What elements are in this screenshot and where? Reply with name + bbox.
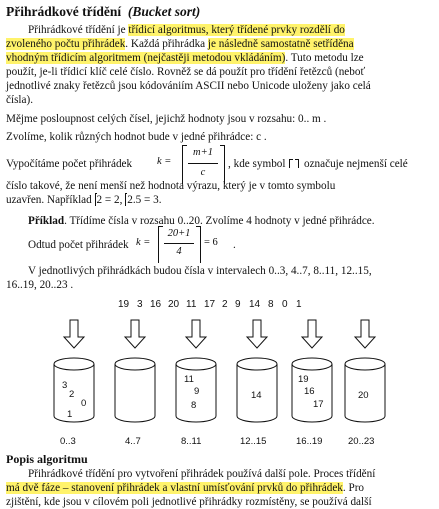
seq-item: 19 [118,299,130,310]
highlight: má dvě fáze – stanovení přihrádek a vlastní umísťování prvků do přihrádek [6,482,343,494]
seq-item: 8 [268,299,274,310]
para1-line5: jednotlivé znaky řetězců jsou kódovániím ASCII nebo Unicode uloženy jako celá [6,80,371,92]
section-heading: Popis algoritmu [6,452,88,466]
seq-item: 16 [150,299,162,310]
down-arrow-icon [123,319,147,349]
down-arrow-icon [245,319,269,349]
ceil-symbol-left [289,159,293,168]
highlight: zvoleného počtu přihrádek [6,38,126,50]
text: . Pro [342,482,365,494]
para4-line3: uzavřen. Například 2 = 2, 2.5 = 3. [6,194,162,206]
example-result: = 6 [204,237,218,248]
bucket-value: 20 [358,390,369,401]
seq-item: 17 [204,299,216,310]
highlight: vhodným třídicím algoritmem (nejčastěji metodou vkládáním) [6,52,286,64]
para1-line2 [6,37,354,51]
example-1: 2 = 2 [96,194,120,206]
bucket-value: 2 [69,389,75,400]
bucket-range: 8..11 [181,436,202,447]
para5-line2: 16..19, 20..23 . [6,279,74,291]
para3: Zvolíme, kolik různých hodnot bude v jedné přihrádce: c . [6,131,267,143]
ex-ceil-right [196,226,201,263]
bucket-cylinder [113,356,157,424]
para5-line1: V jednotlivých přihrádkách budou čísla v intervalech 0..3, 4..7, 8..11, 12..15, [28,265,372,277]
bucket-value: 19 [298,374,309,385]
bucket-value: 9 [194,386,200,397]
seq-item: 11 [186,299,197,310]
seq-item: 1 [296,299,302,310]
para4-text-c: označuje nejmenší celé [304,158,408,170]
ceil-symbol-right [295,159,299,168]
bucket-value: 17 [313,399,324,410]
example-end: . [233,239,236,251]
fraction-bar [188,163,218,164]
para1-line3 [6,51,364,65]
section-line3: zjištění, kde jsou v cílovém poli jednotlivé přihrádky rozmístěny, se používá další [6,496,372,508]
down-arrow-icon [62,319,86,349]
text: . [158,194,162,206]
example-2: 2.5 = 3 [127,194,159,206]
para4-line2: číslo takové, že není menší než hodnota výrazu, který je v tomto symbolu [6,180,336,192]
section-line2 [6,481,364,495]
example-fraction-bar [164,243,194,244]
example-line2-text: Odtud počet přihrádek [28,239,129,251]
para4-text-b: , kde symbol [228,158,286,170]
text: uzavřen. Například [6,194,92,206]
bucket-range: 12..15 [240,436,267,447]
down-arrow-icon [353,319,377,349]
down-arrow-icon [300,319,324,349]
bucket-value: 11 [184,374,194,385]
example-numerator: 20+1 [167,228,191,239]
bucket-value: 0 [81,398,87,409]
para1-line6: čísla). [6,94,34,106]
bucket-range: 20..23 [348,436,375,447]
example-formula-k: k = [136,237,151,248]
highlight: je následně samostatně setříděna [207,38,354,50]
page-title [6,4,200,20]
bucket-value: 14 [251,390,262,401]
bucket-range: 0..3 [60,436,76,447]
bucket-value: 8 [191,400,197,411]
formula-k: k = [157,156,172,167]
bucket-value: 3 [62,380,68,391]
example-line1 [28,214,375,228]
text: Přihrádkové třídění je [28,24,129,36]
text: . Tuto metodu lze [285,52,364,64]
seq-item: 20 [168,299,180,310]
bucket-range: 4..7 [125,436,141,447]
seq-item: 9 [235,299,241,310]
example-denominator: 4 [176,246,182,257]
bucket-value: 16 [304,386,315,397]
formula-numerator: m+1 [193,147,213,158]
section-line1: Přihrádkové třídění pro vytvoření přihrádek používá další pole. Proces třídění [28,468,376,480]
title-subtitle: (Bucket sort) [127,4,201,19]
bucket-value: 1 [67,409,73,420]
para1-line1 [28,23,345,37]
text: . Každá přihrádka [125,38,208,50]
para2: Mějme posloupnost celých čísel, jejichž hodnoty jsou v rozsahu: 0.. m . [6,113,327,125]
text: . Třídíme čísla v rozsahu 0..20. Zvolíme 4 hodnoty v jedné přihrádce. [64,215,375,227]
example-label: Příklad [28,215,65,227]
para4-text-a: Vypočítáme počet přihrádek [6,158,133,170]
seq-item: 2 [222,299,228,310]
seq-item: 14 [249,299,261,310]
para1-line4: použít, je-li třídicí klíč celé číslo. Rovněž se dá použít pro třídění řetězců (neboť [6,66,366,78]
down-arrow-icon [184,319,208,349]
title-main: Přihrádkové třídění [6,4,122,19]
seq-item: 0 [282,299,288,310]
formula-denominator: c [200,167,206,178]
bucket-range: 16..19 [296,436,323,447]
highlight: třídicí algoritmus, který třídené prvky rozdělí do [128,24,345,36]
seq-item: 3 [137,299,143,310]
